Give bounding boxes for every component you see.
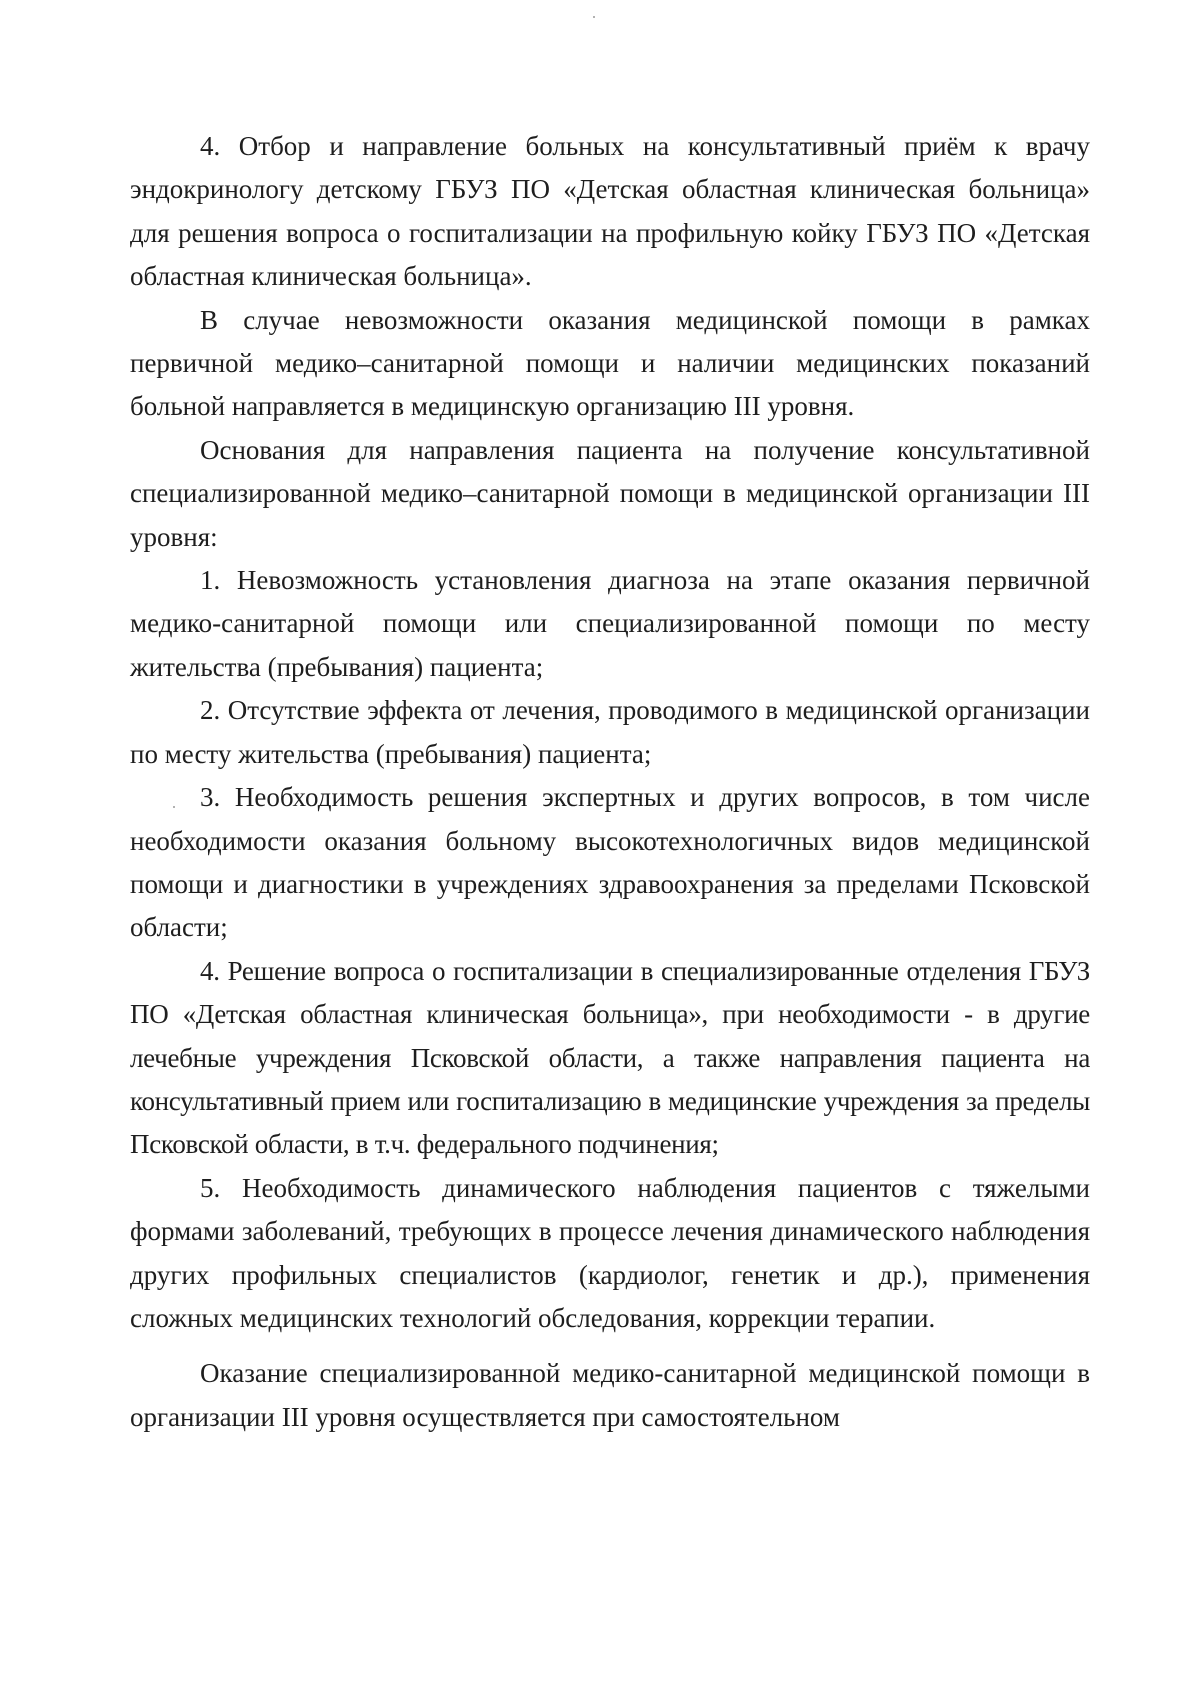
scan-artifact [593,16,595,18]
paragraph-level-three-referral: В случае невозможности оказания медицинской помощи в рамках первичной медико–санитарной помощи и наличии медицинских показаний больной направляется в медицинскую организацию III уровня. [130,304,1090,422]
paragraph-item-4-hospital-referral: 4. Отбор и направление больных на консультативный приём к врачу эндокринологу детскому ГБУЗ ПО «Детская областная клиническая больница» для решения вопроса о госпитализации на профильную койку ГБУЗ ПО «Детская областная клиническая больница». [130,131,1090,292]
paragraph-care-provision: Оказание специализированной медико-санитарной медицинской помощи в организации III уровня осуществляется при самостоятельном [130,1358,1090,1432]
paragraph-ground-1: 1. Невозможность установления диагноза на этапе оказания первичной медико-санитарной помощи или специализированной помощи по месту жительства (пребывания) пациента; [130,565,1090,682]
paragraph-ground-2: 2. Отсутствие эффекта от лечения, проводимого в медицинской организации по месту жительства (пребывания) пациента; [130,695,1090,769]
document-body [130,125,1090,1439]
paragraph-grounds-heading: Основания для направления пациента на получение консультативной специализированной медико–санитарной помощи в медицинской организации III уровня: [130,434,1090,552]
paragraph-ground-3: 3. Необходимость решения экспертных и других вопросов, в том числе необходимости оказания больному высокотехнологичных видов медицинской помощи и диагностики в учреждениях здравоохранения за пределами Псковской области; [130,782,1090,943]
paragraph-ground-5: 5. Необходимость динамического наблюдения пациентов с тяжелыми формами заболеваний, требующих в процессе лечения динамического наблюдения других профильных специалистов (кардиолог, генетик и др.), применения сложных медицинских технологий обследования, коррекции терапии. [130,1172,1090,1333]
paragraph-ground-4: 4. Решение вопроса о госпитализации в специализированные отделения ГБУЗ ПО «Детская областная клиническая больница», при необходимости - в другие лечебные учреждения Псковской области, а также направления пациента на консультативный прием или госпитализацию в медицинские учреждения за пределы Псковской области, в т.ч. федерального подчинения; [130,955,1090,1160]
